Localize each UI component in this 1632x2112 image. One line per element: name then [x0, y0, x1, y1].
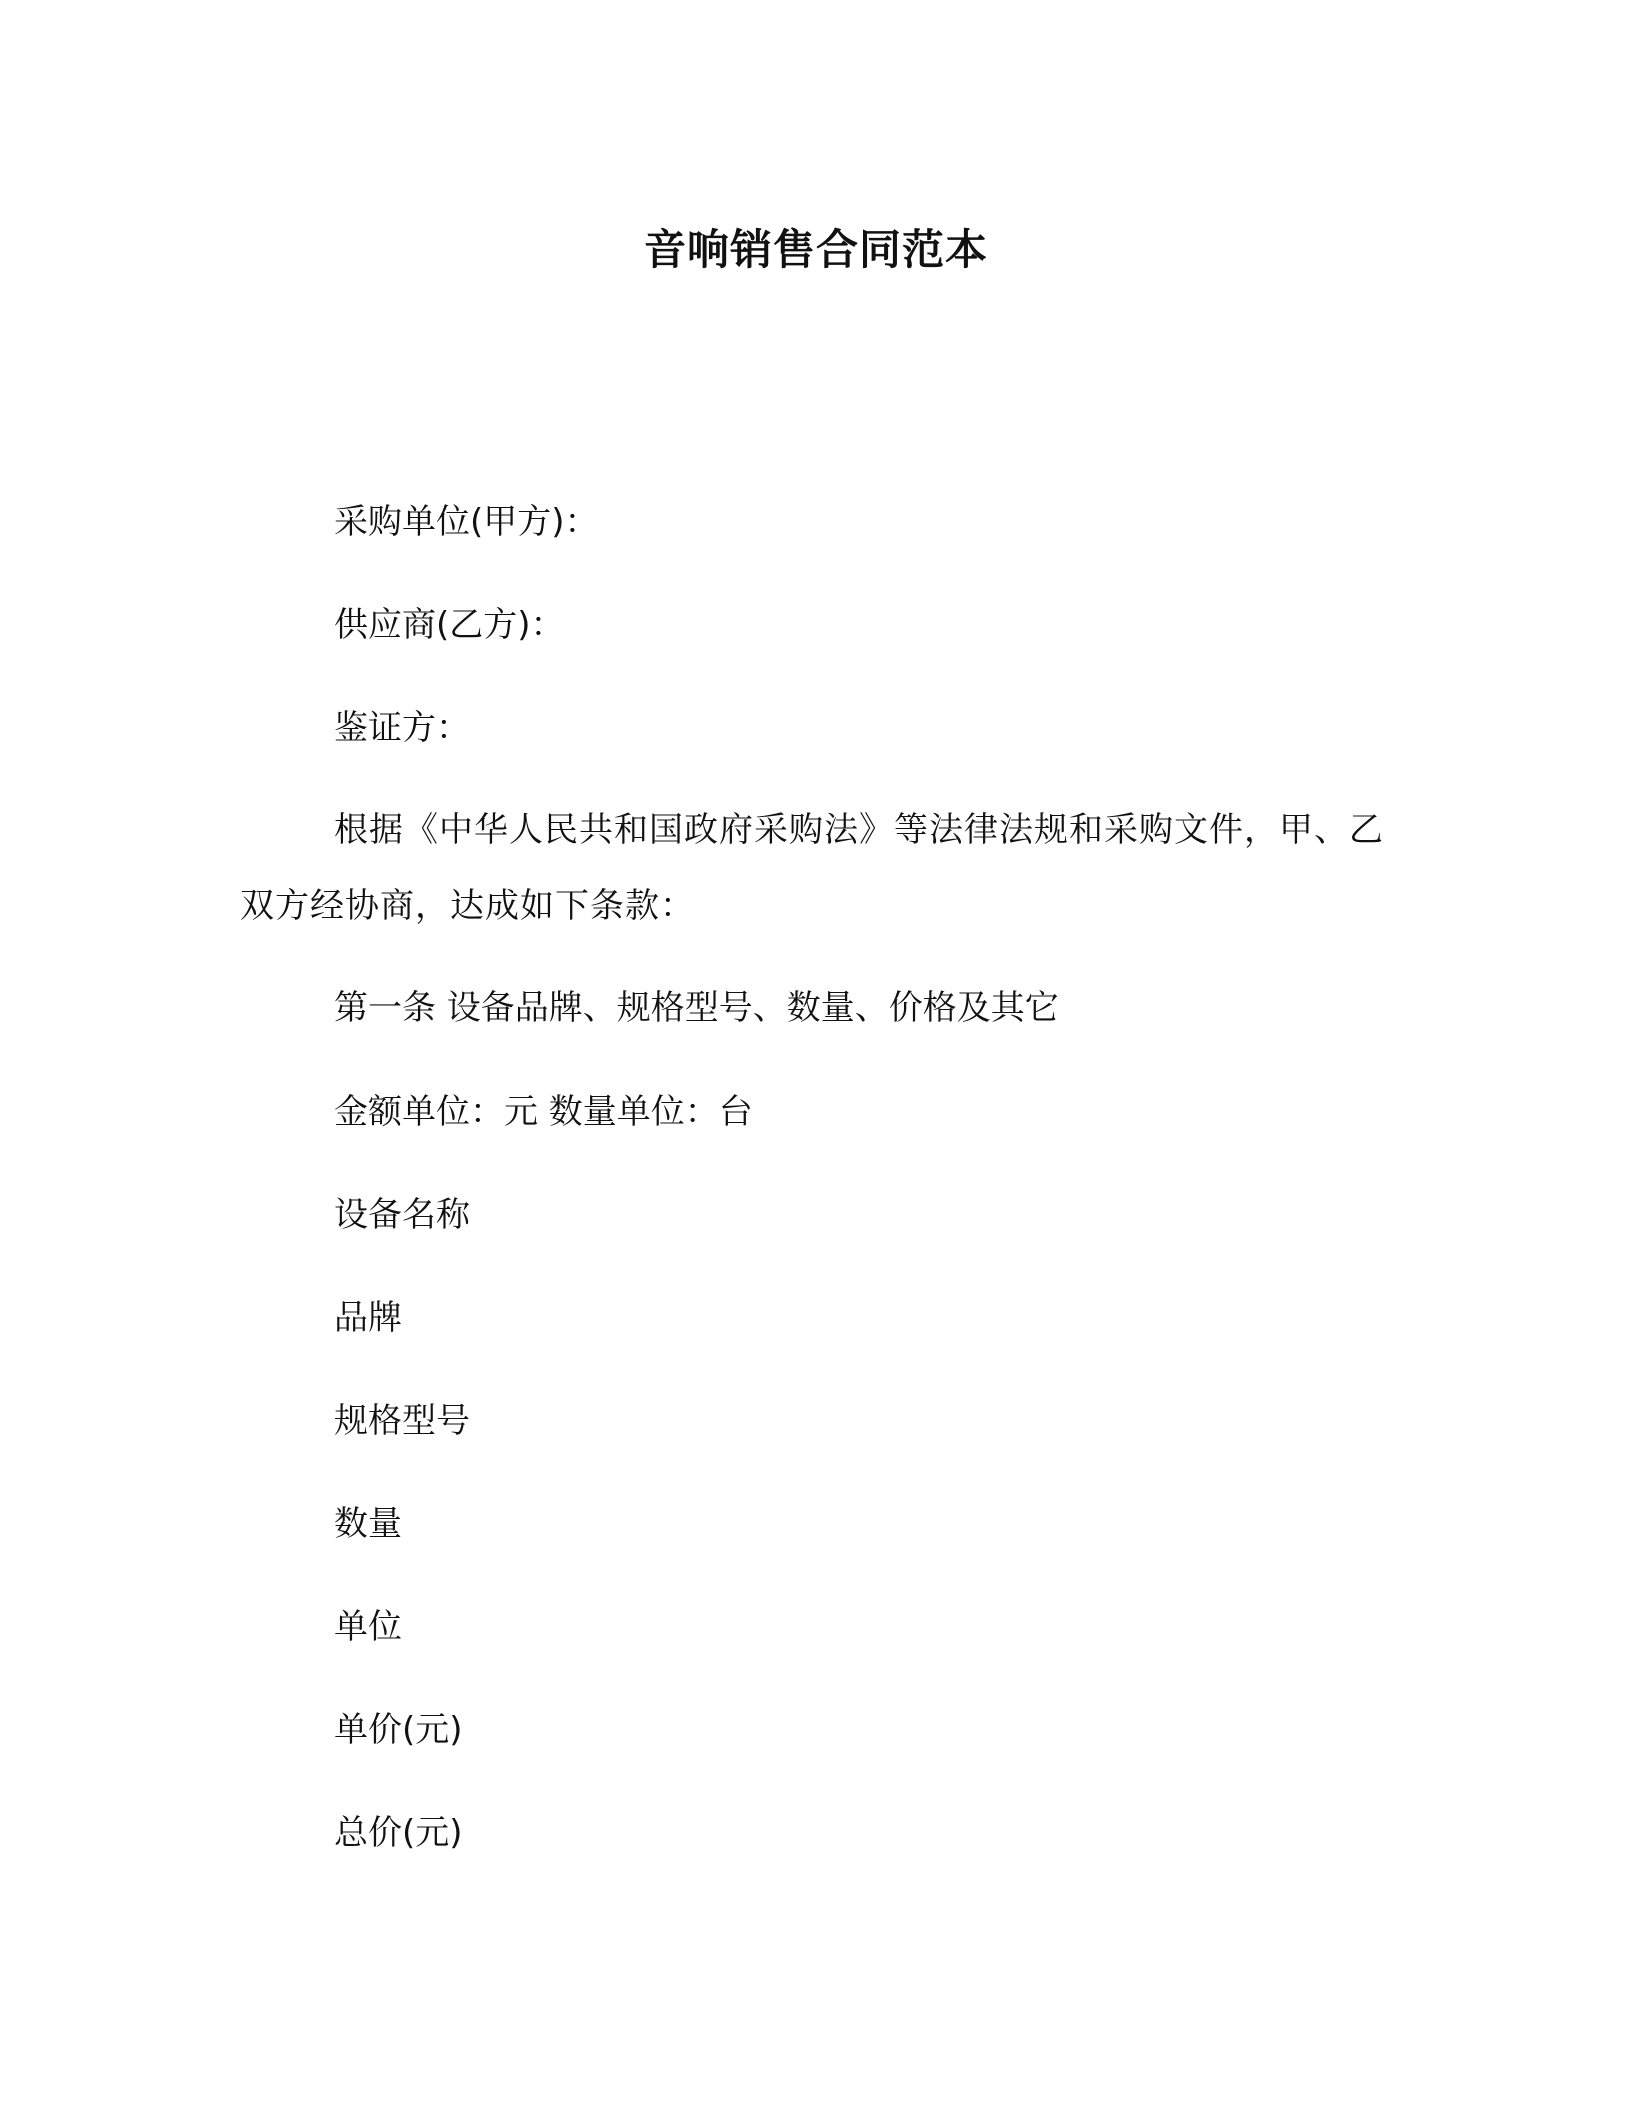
intro-paragraph: 根据《中华人民共和国政府采购法》等法律法规和采购文件，甲、乙双方经协商，达成如下条款： [240, 810, 1384, 926]
purchaser-label: 采购单位(甲方)： [334, 502, 599, 542]
field-equipment-name: 设备名称 [334, 1195, 470, 1235]
field-quantity: 数量 [334, 1504, 402, 1544]
field-unit-price: 单价(元) [334, 1710, 463, 1750]
witness-label: 鉴证方： [334, 708, 470, 748]
field-total-price: 总价(元) [334, 1813, 463, 1853]
field-model: 规格型号 [334, 1401, 470, 1441]
supplier-label: 供应商(乙方)： [334, 605, 565, 645]
units-line: 金额单位：元 数量单位：台 [334, 1092, 753, 1132]
document-title: 音响销售合同范本 [643, 225, 988, 274]
field-brand: 品牌 [334, 1298, 402, 1338]
article-1-heading: 第一条 设备品牌、规格型号、数量、价格及其它 [334, 988, 1059, 1028]
field-unit: 单位 [334, 1607, 402, 1647]
